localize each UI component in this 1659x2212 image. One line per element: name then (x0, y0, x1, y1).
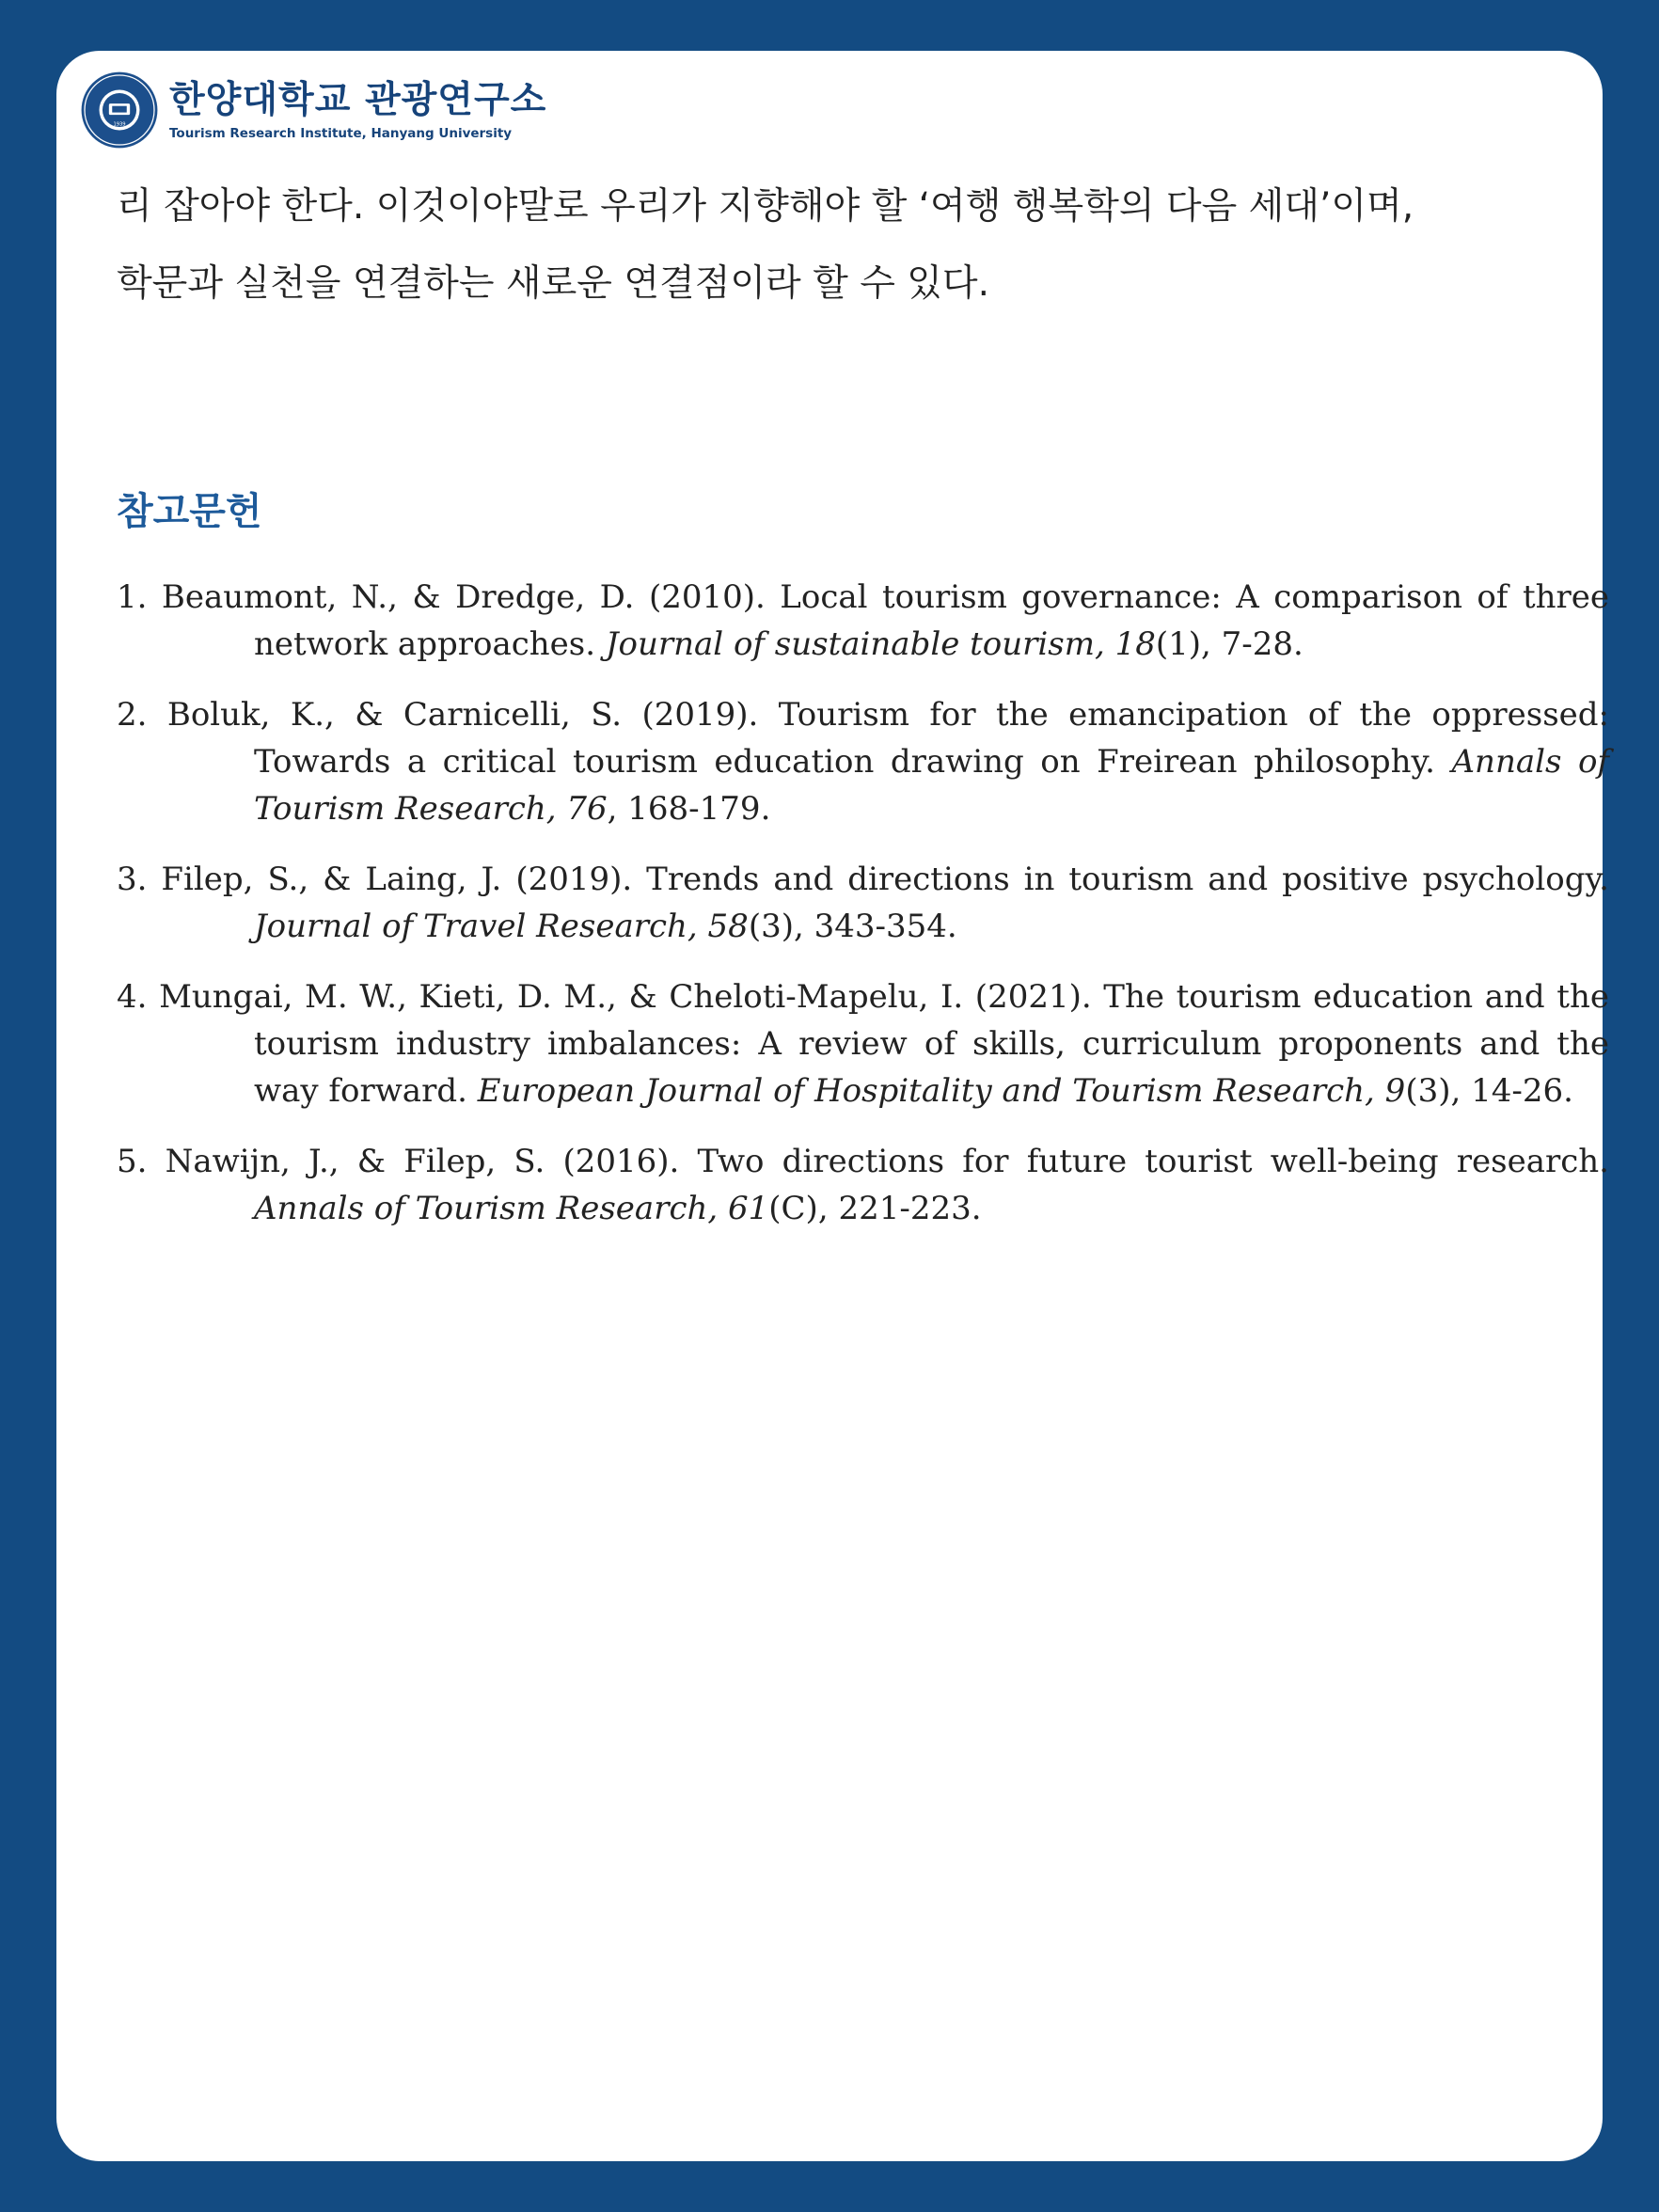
reference-3-suffix: (3), 343-354. (748, 908, 957, 945)
seal-year: 1939 (113, 121, 126, 128)
reference-5-text: 5. Nawijn, J., & Filep, S. (2016). Two directions for future tourist well-being research. (117, 1143, 1609, 1180)
reference-4-text: 4. Mungai, M. W., Kieti, D. M., & Cheloti-Mapelu, I. (2021). The tourism education and the tourism industry imbalances: A review of skills, curriculum proponents and the way forward. (117, 978, 1609, 1110)
reference-4-journal: European Journal of Hospitality and Tourism Research, 9 (477, 1072, 1406, 1110)
university-seal-icon (79, 64, 161, 150)
institute-name-korean: 한양대학교 관광연구소 (169, 79, 547, 121)
reference-item-2 (117, 691, 1609, 832)
references-heading: 참고문헌 (117, 490, 262, 533)
reference-1-suffix: (1), 7-28. (1155, 625, 1304, 663)
reference-item-4 (117, 973, 1609, 1114)
reference-5-journal: Annals of Tourism Research, 61 (254, 1190, 769, 1227)
reference-1-text: 1. Beaumont, N., & Dredge, D. (2010). Local tourism governance: A comparison of three network approaches. (117, 578, 1609, 663)
reference-4-suffix: (3), 14-26. (1405, 1072, 1573, 1110)
reference-2-journal: Annals of Tourism Research, 76 (254, 743, 1609, 828)
institute-brand (169, 78, 546, 142)
body-paragraph (117, 168, 1612, 323)
page-card (56, 51, 1609, 2161)
reference-5-suffix: (C), 221-223. (768, 1190, 982, 1227)
reference-item-3 (117, 856, 1609, 950)
reference-2-suffix: , 168-179. (607, 790, 771, 828)
body-line-1: 리 잡아야 한다. 이것이야말로 우리가 지향해야 할 ‘여행 행복학의 다음 세대’이며, (117, 185, 1414, 228)
reference-item-1 (117, 574, 1609, 668)
reference-2-text: 2. Boluk, K., & Carnicelli, S. (2019). Tourism for the emancipation of the oppressed: Towards a critical tourism education drawing on Freirean philosophy. (117, 696, 1609, 781)
institute-header (79, 64, 547, 150)
reference-3-text: 3. Filep, S., & Laing, J. (2019). Trends and directions in tourism and positive psychology. (117, 861, 1609, 898)
seal-text: HANYANG UNIVERSITY (79, 64, 161, 71)
reference-1-journal: Journal of sustainable tourism, 18 (605, 625, 1156, 663)
body-line-2: 학문과 실천을 연결하는 새로운 연결점이라 할 수 있다. (117, 262, 990, 305)
references-list (117, 574, 1609, 1256)
reference-item-5 (117, 1138, 1609, 1232)
reference-3-journal: Journal of Travel Research, 58 (254, 908, 749, 945)
institute-name-english: Tourism Research Institute, Hanyang University (169, 126, 513, 141)
